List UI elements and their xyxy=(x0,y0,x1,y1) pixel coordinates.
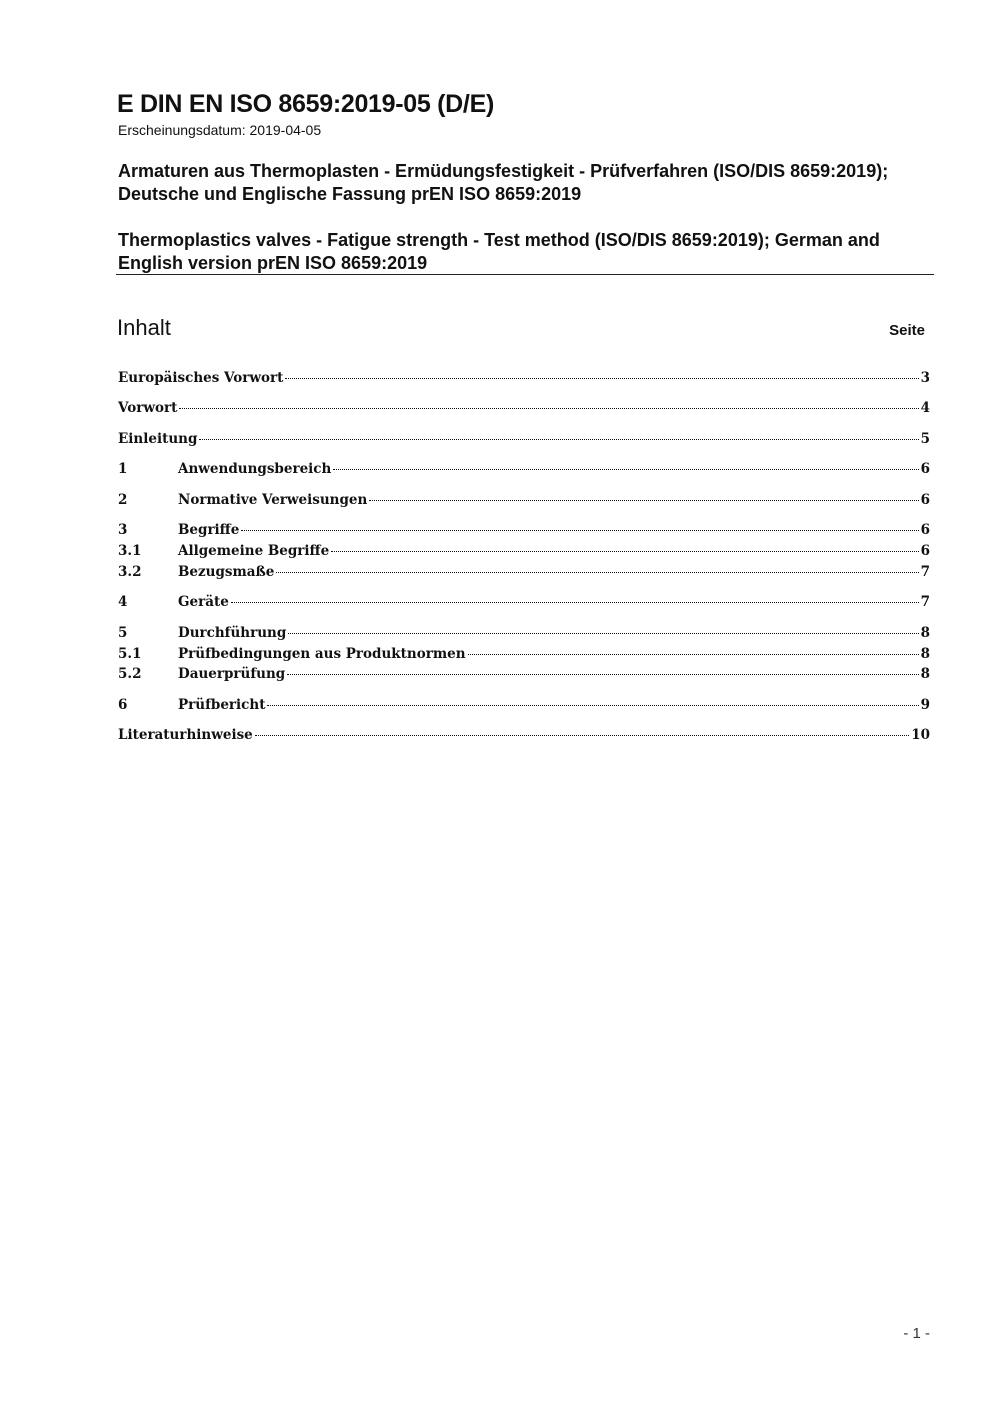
document-title: E DIN EN ISO 8659:2019-05 (D/E) xyxy=(117,90,494,118)
toc-entry-label: Geräte xyxy=(178,594,229,610)
toc-entry-number: 2 xyxy=(118,492,128,508)
toc-entry[interactable] xyxy=(118,522,930,542)
toc-entry-number: 5.1 xyxy=(118,646,142,662)
toc-dot-leader xyxy=(468,654,919,655)
toc-entry-label: Prüfbericht xyxy=(178,697,266,713)
toc-entry[interactable] xyxy=(118,400,930,420)
toc-dot-leader xyxy=(179,408,918,409)
toc-entry-label: Begriffe xyxy=(178,522,240,538)
toc-entry-label: Einleitung xyxy=(118,431,198,447)
toc-entry-label: Allgemeine Begriffe xyxy=(178,543,330,559)
toc-entry-number: 1 xyxy=(118,461,128,477)
toc-entry-label: Normative Verweisungen xyxy=(178,492,368,508)
toc-entry[interactable] xyxy=(118,461,930,481)
toc-entry-number: 3.1 xyxy=(118,543,142,559)
toc-entry-number: 5.2 xyxy=(118,666,142,682)
toc-entry[interactable] xyxy=(118,646,930,666)
toc-entry[interactable] xyxy=(118,370,930,390)
toc-entry[interactable] xyxy=(118,625,930,645)
toc-entry-page: 6 xyxy=(920,522,930,538)
toc-entry-page: 6 xyxy=(920,543,930,559)
page-number: - 1 - xyxy=(903,1325,930,1342)
toc-entry-label: Dauerprüfung xyxy=(178,666,286,682)
toc-entry-number: 3.2 xyxy=(118,564,142,580)
toc-dot-leader xyxy=(287,674,918,675)
toc-dot-leader xyxy=(267,705,918,706)
toc-entry[interactable] xyxy=(118,564,930,584)
toc-entry-page: 10 xyxy=(911,727,930,743)
toc-entry-number: 6 xyxy=(118,697,128,713)
toc-dot-leader xyxy=(331,551,918,552)
toc-entry-page: 4 xyxy=(920,400,930,416)
toc-entry-label: Europäisches Vorwort xyxy=(118,370,284,386)
toc-entry-page: 8 xyxy=(920,646,930,662)
toc-dot-leader xyxy=(276,572,918,573)
toc-entry-page: 7 xyxy=(920,594,930,610)
toc-dot-leader xyxy=(241,530,918,531)
toc-page-column-label: Seite xyxy=(889,322,925,339)
toc-dot-leader xyxy=(231,602,919,603)
toc-entry[interactable] xyxy=(118,697,930,717)
toc-entry-label: Vorwort xyxy=(118,400,178,416)
toc-entry-page: 5 xyxy=(920,431,930,447)
toc-entry-number: 3 xyxy=(118,522,128,538)
title-divider xyxy=(116,274,934,275)
toc-entry-label: Durchführung xyxy=(178,625,287,641)
toc-entry-page: 6 xyxy=(920,461,930,477)
toc-entry-page: 3 xyxy=(920,370,930,386)
title-german: Armaturen aus Thermoplasten - Ermüdungsfestigkeit - Prüfverfahren (ISO/DIS 8659:2019); Deutsche und Englische Fassung prEN ISO 8659:2019 xyxy=(118,161,889,204)
toc-dot-leader xyxy=(255,735,909,736)
toc-entry[interactable] xyxy=(118,543,930,563)
toc-entry-page: 6 xyxy=(920,492,930,508)
toc-entry[interactable] xyxy=(118,594,930,614)
toc-heading: Inhalt xyxy=(117,315,171,340)
toc-entry-number: 4 xyxy=(118,594,128,610)
toc-dot-leader xyxy=(288,633,918,634)
toc-entry[interactable] xyxy=(118,727,930,747)
toc-entry-page: 8 xyxy=(920,666,930,682)
toc-entry-number: 5 xyxy=(118,625,128,641)
toc-entry[interactable] xyxy=(118,492,930,512)
toc-dot-leader xyxy=(333,469,918,470)
toc-entry[interactable] xyxy=(118,431,930,451)
toc-entry-label: Anwendungsbereich xyxy=(178,461,332,477)
toc-entry-page: 9 xyxy=(920,697,930,713)
title-english: Thermoplastics valves - Fatigue strength - Test method (ISO/DIS 8659:2019); German and English version prEN ISO 8659:2019 xyxy=(118,230,880,273)
toc-entry[interactable] xyxy=(118,666,930,686)
toc-entry-page: 8 xyxy=(920,625,930,641)
toc-dot-leader xyxy=(285,378,918,379)
toc-entry-page: 7 xyxy=(920,564,930,580)
toc-dot-leader xyxy=(199,439,918,440)
toc-dot-leader xyxy=(369,500,918,501)
toc-entry-label: Bezugsmaße xyxy=(178,564,275,580)
toc-entry-label: Prüfbedingungen aus Produktnormen xyxy=(178,646,466,662)
publication-date: Erscheinungsdatum: 2019-04-05 xyxy=(118,122,322,138)
toc-entry-label: Literaturhinweise xyxy=(118,727,253,743)
